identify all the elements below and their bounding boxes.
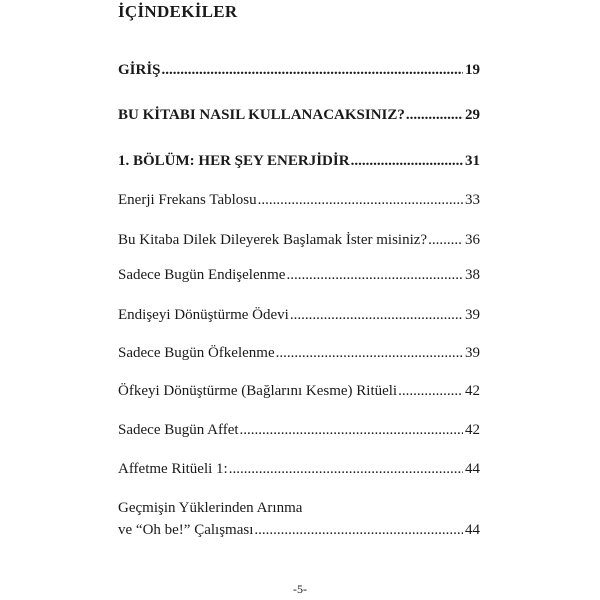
toc-leader-dots: [286, 265, 463, 285]
toc-entry-page: 38: [465, 267, 480, 283]
toc-entry-title: Sadece Bugün Endişelenme: [118, 267, 286, 283]
toc-entry-title: Bu Kitaba Dilek Dileyerek Başlamak İster misiniz?: [118, 232, 428, 248]
toc-entry-page: 29: [465, 107, 480, 123]
toc-leader-dots: [162, 60, 463, 80]
toc-entry-title: Affetme Ritüeli 1:: [118, 461, 228, 477]
toc-leader-dots: [240, 420, 463, 440]
toc-leader-dots: [428, 230, 463, 250]
toc-leader-dots: [351, 151, 463, 171]
toc-entry-page: 44: [465, 461, 480, 477]
toc-entry-giris[interactable]: [118, 60, 480, 80]
toc-leader-dots: [229, 459, 463, 479]
toc-entry-page: 31: [465, 153, 480, 169]
toc-leader-dots: [398, 381, 463, 401]
toc-leader-dots: [254, 519, 463, 541]
toc-leader-dots: [290, 305, 463, 325]
toc-entry-bolum-1[interactable]: [118, 151, 480, 171]
toc-entry-ofkelenme[interactable]: [118, 343, 480, 363]
toc-entry-title: 1. BÖLÜM: HER ŞEY ENERJİDİR: [118, 153, 350, 169]
toc-entry-title-line1: Geçmişin Yüklerinden Arınma: [118, 500, 303, 516]
toc-entry-enerji-frekans[interactable]: [118, 190, 480, 210]
toc-entry-page: 36: [465, 232, 480, 248]
toc-entry-page: 44: [465, 522, 480, 538]
toc-entry-dilek[interactable]: [118, 230, 480, 250]
toc-entry-gecmis[interactable]: [118, 497, 480, 541]
toc-entry-affet[interactable]: [118, 420, 480, 440]
toc-entry-title-line2: ve “Oh be!” Çalışması: [118, 522, 254, 538]
toc-entry-title: GİRİŞ: [118, 62, 161, 78]
toc-entry-title: Sadece Bugün Öfkelenme: [118, 345, 275, 361]
toc-entry-endiselenme[interactable]: [118, 265, 480, 285]
page-title: İÇİNDEKİLER: [118, 2, 238, 21]
toc-entry-title: Öfkeyi Dönüştürme (Bağlarını Kesme) Ritüeli: [118, 383, 398, 399]
toc-entry-ofke-rituel[interactable]: [118, 381, 480, 401]
toc-entry-affetme-rituel[interactable]: [118, 459, 480, 479]
toc-entry-title: BU KİTABI NASIL KULLANACAKSINIZ?: [118, 107, 405, 123]
toc-entry-page: 39: [465, 307, 480, 323]
toc-entry-page: 33: [465, 192, 480, 208]
toc-entry-page: 42: [465, 422, 480, 438]
toc-entry-title: Sadece Bugün Affet: [118, 422, 239, 438]
toc-entry-title: Enerji Frekans Tablosu: [118, 192, 257, 208]
toc-entry-endise-odevi[interactable]: [118, 305, 480, 325]
toc-entry-page: 39: [465, 345, 480, 361]
toc-entry-page: 42: [465, 383, 480, 399]
toc-entry-page: 19: [465, 62, 480, 78]
page-number: -5-: [293, 582, 307, 596]
toc-leader-dots: [276, 343, 463, 363]
toc-entry-kullanim[interactable]: [118, 105, 480, 125]
toc-entry-title: Endişeyi Dönüştürme Ödevi: [118, 307, 289, 323]
toc-leader-dots: [258, 190, 463, 210]
toc-leader-dots: [406, 105, 463, 125]
toc-entry-line2: [118, 519, 480, 541]
